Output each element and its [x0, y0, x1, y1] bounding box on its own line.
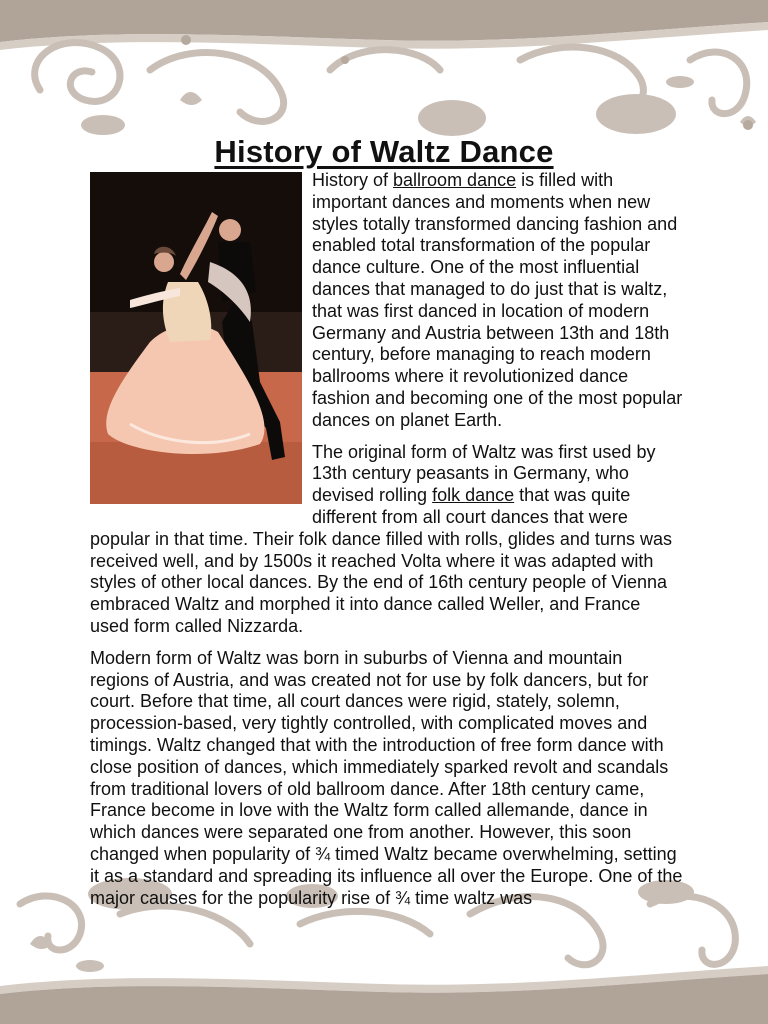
paragraph-2-text-start: The original form of Waltz was first used by 13th century peasants in Germany, who devised rolling	[312, 441, 656, 506]
document-body	[90, 170, 684, 919]
page-title: History of Waltz Dance	[214, 133, 554, 169]
ballroom-dance-link[interactable]: ballroom dance	[393, 170, 517, 190]
top-decorative-border	[0, 0, 768, 140]
rose-ornament-icon	[81, 115, 125, 135]
paragraph-3: Modern form of Waltz was born in suburbs of Vienna and mountain regions of Austria, and was created not for use by folk dancers, but for court. Before that time, all court dances were rigid, stately, solemn, procession-based, very tightly controlled, with complicated moves and timings. Waltz changed that with the introduction of free form dance with close position of dances, which immediately sparked revolt and scandals from traditional lovers of old ballroom dance. After 18th century came, France become in love with the Waltz form called allemande, dance in which dances were separated one from another. However, this soon changed when popularity of ¾ timed Waltz became overwhelming, setting it as a standard and spreading its influence all over the Europe. One of the major causes for the popularity rise of ¾ time waltz was	[90, 647, 683, 908]
folk-dance-link[interactable]: folk dance	[432, 485, 515, 506]
paragraph-2-text-end: that was quite different from all court dances that were popular in that time. Their folk dance filled with rolls, glides and turns was received well, and by 1500s it reached Volta where it was adapted with styles of other local dances. By the end of 16th century people of Vienna embraced Waltz and morphed it into dance called Weller, and France used form called Nizzarda.	[90, 485, 672, 636]
paragraph-1-text-end: is filled with important dances and moments when new styles totally transformed dancing fashion and enabled total transformation of the popular dance culture. One of the most influential dances that managed to do just that is waltz, that was first danced in location of modern Germany and Austria between 13th and 18th century, before managing to reach modern ballrooms where it revolutionized dance fashion and becoming one of the most popular dances on planet Earth.	[312, 170, 683, 430]
paragraph-1-text-start: History of	[312, 170, 394, 190]
waltz-dancers-photo	[90, 172, 302, 504]
